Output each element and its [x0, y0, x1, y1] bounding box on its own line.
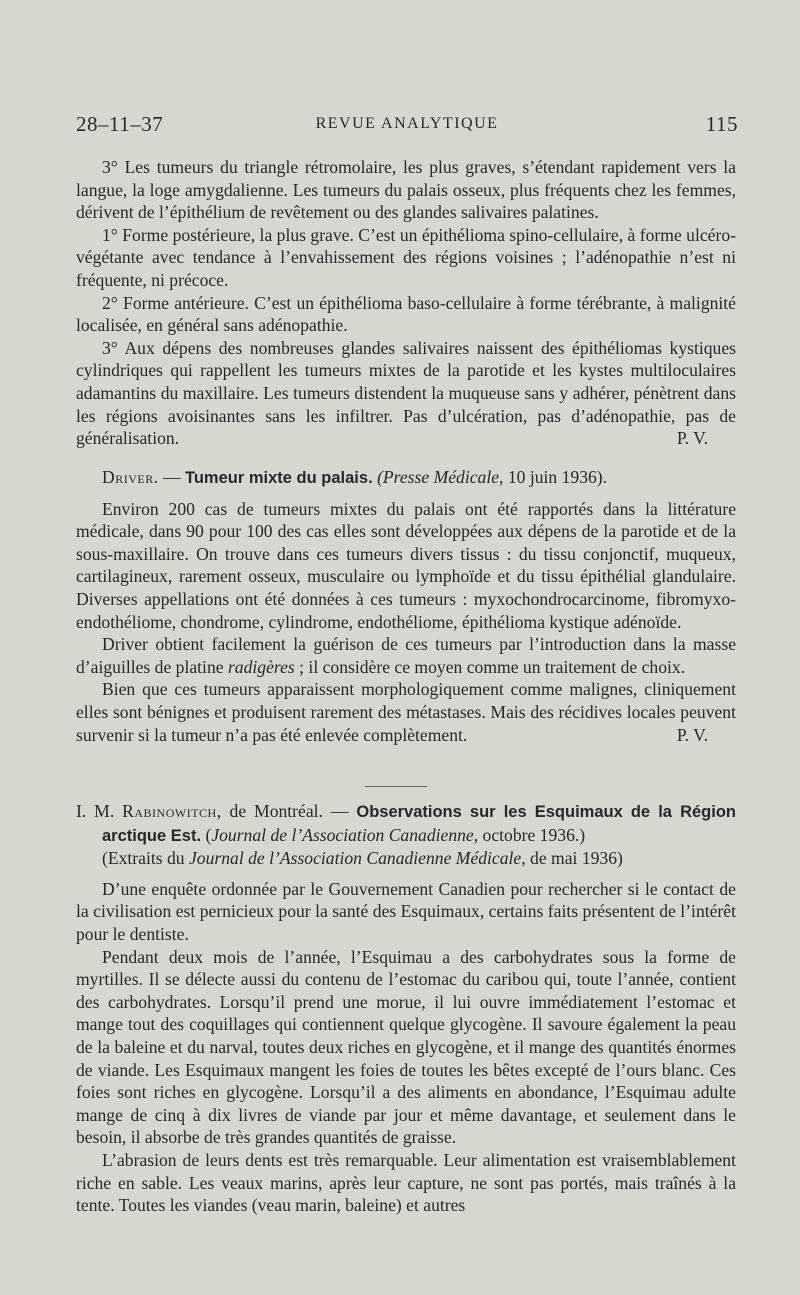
article-author: Driver.	[102, 467, 159, 487]
paragraph-text: Driver obtient facilement la guérison de ces tumeurs par l’introduction dans la masse d’aiguilles de platine	[76, 634, 736, 677]
paragraph: L’abrasion de leurs dents est très remarquable. Leur alimentation est vraisemblablement riche en sable. Les veaux marins, après leur capture, ne sont pas portés, mais traînés à la tente. Toutes les viandes (veau marin, baleine) et autres	[76, 1149, 736, 1216]
article-title: Tumeur mixte du palais.	[185, 469, 373, 487]
paragraph	[76, 337, 736, 450]
article-heading: I. M. Rabinowitch, de Montréal. — Observations sur les Esquimaux de la Région arctique Est. (Journal de l’Association Canadienne, octobre 1936.) (Extraits du Journal de l’Association Canadienne Médicale, de mai 1936)	[76, 801, 736, 869]
header-date: 28–11–37	[76, 112, 164, 136]
running-header	[76, 112, 738, 142]
article-heading	[76, 466, 736, 490]
section-palate-tumors	[76, 156, 736, 450]
extract-note: (Extraits du	[102, 848, 189, 869]
article-source: Journal de l’Association Canadienne,	[211, 824, 479, 845]
paragraph-text: ; il considère ce moyen comme un traitement de choix.	[294, 656, 686, 677]
paragraph: 2° Forme antérieure. C’est un épithélioma baso-cellulaire à forme térébrante, à malignité localisée, en général sans adénopathie.	[76, 292, 736, 336]
page-number: 115	[705, 112, 738, 136]
heading-dash: —	[158, 467, 185, 487]
article-rabinowitch	[76, 800, 736, 1217]
signature: P. V.	[676, 428, 708, 449]
article-date: 10 juin 1936).	[503, 467, 608, 487]
author-initials: I. M.	[76, 801, 123, 821]
paragraph	[76, 678, 736, 746]
paragraph: D’une enquête ordonnée par le Gouvernement Canadien pour rechercher si le contact de la civilisation est pernicieux pour la santé des Esquimaux, certains faits présentent de l’intérêt pour le dentiste.	[76, 878, 736, 944]
header-journal-title: REVUE ANALYTIQUE	[315, 115, 499, 132]
author-location: de Montréal. —	[221, 801, 357, 821]
extract-source: Journal de l’Association Canadienne Médicale,	[188, 848, 526, 869]
article-author: Rabinowitch,	[122, 801, 222, 821]
article-date: octobre 1936.)	[478, 824, 586, 845]
paragraph-text: 3° Aux dépens des nombreuses glandes salivaires naissent des épithéliomas kystiques cylindriques qui rappellent les tumeurs mixtes de la parotide et les kystes multiloculaires adamantins du maxillaire. Les tumeurs distendent la muqueuse sans y adhérer, pénètrent dans les régions avoisinantes sans les infiltrer. Pas d’ulcération, pas d’adénopathie, pas de généralisation.	[76, 337, 736, 449]
paragraph: Environ 200 cas de tumeurs mixtes du palais ont été rapportés dans la littérature médicale, dans 90 pour 100 des cas elles sont développées aux dépens de la parotide et de la sous-maxillaire. On trouve dans ces tumeurs divers tissus : du tissu conjonctif, muqueux, cartilagineux, rarement osseux, musculaire ou lymphoïde et du tissu épithélial glandulaire. Diverses appellations ont été données à ces tumeurs : myxochondrocarcinome, fibromyxo-endothéliome, chondrome, cylindrome, endothéliome, épithélioma kystique adénoïde.	[76, 498, 736, 632]
paragraph	[76, 633, 736, 678]
paragraph: 3° Les tumeurs du triangle rétromolaire, les plus graves, s’étendant rapidement vers la langue, la loge amygdalienne. Les tumeurs du palais osseux, plus fréquents chez les femmes, dérivent de l’épithélium de revêtement ou des glandes salivaires palatines.	[76, 157, 736, 223]
article-driver	[76, 466, 736, 746]
paragraph: 1° Forme postérieure, la plus grave. C’est un épithélioma spino-cellulaire, à forme ulcéro-végétante avec tendance à l’envahissement des régions voisines ; l’adénopathie n’est ni fréquente, ni précoce.	[76, 224, 736, 290]
extract-date: de mai 1936)	[525, 848, 623, 869]
article-source: (Presse Médicale,	[377, 467, 504, 487]
signature: P. V.	[676, 724, 708, 745]
paragraph-text: Bien que ces tumeurs apparaissent morphologiquement comme malignes, cliniquement elles sont bénignes et produisent rarement des métastases. Mais des récidives locales peuvent survenir si la tumeur n’a pas été enlevée complètement.	[76, 679, 736, 745]
section-divider	[365, 786, 427, 787]
article-title: Observations sur les Esquimaux de la Région arctique Est.	[102, 803, 736, 845]
italic-term: radigères	[227, 656, 295, 677]
paragraph: Pendant deux mois de l’année, l’Esquimau a des carbohydrates sous la forme de myrtilles. Il se délecte aussi du contenu de l’estomac du caribou qui, toute l’année, contient des carbohydrates. Lorsqu’il prend une morue, il lui ouvre immédiatement l’estomac et mange tout des coquillages qui contiennent quelque glycogène. Il savoure également la peau de la baleine et du narval, toutes deux riches en glycogène, et il mange des quantités énormes de viande. Les Esquimaux mangent les foies de toutes les bêtes excepté de l’ours blanc. Ces foies sont riches en glycogène. Lorsqu’il a des aliments en abondance, l’Esquimau adulte mange de cinq à dix livres de viande par jour et même davantage, et seulement dans le besoin, il absorbe de très grandes quantités de graisse.	[76, 946, 736, 1148]
